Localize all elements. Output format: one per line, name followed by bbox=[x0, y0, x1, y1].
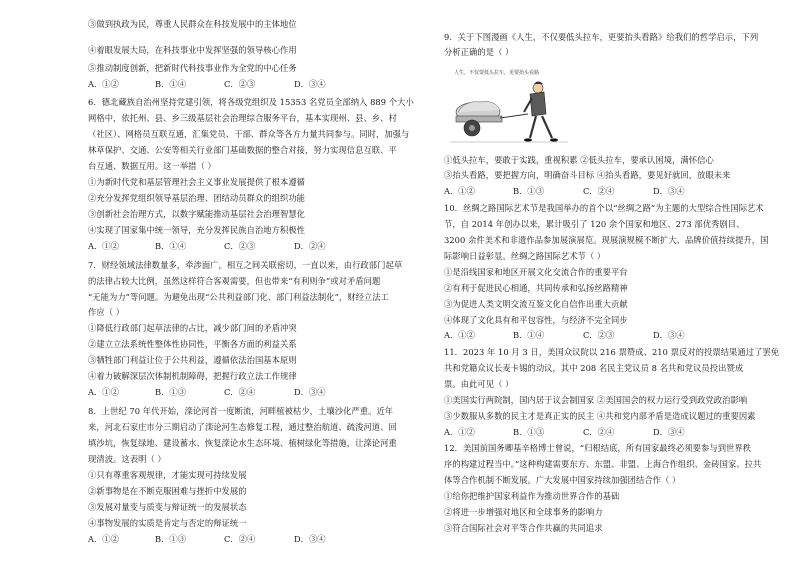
q12-item-1: ①给你把维护国家利益作为推动世界合作的基础 bbox=[444, 491, 620, 501]
cart-body bbox=[456, 116, 502, 122]
q11-items-row-2: ③少数服从多数的民主才是真正实的民主 ④共和党内部矛盾是造成议题过的重要因素 bbox=[444, 411, 756, 421]
q8-stem-4: 现清波。这表明（ ） bbox=[88, 454, 166, 464]
option-b[interactable]: B．①④ bbox=[155, 241, 186, 251]
q10-stem-1: 10．丝绸之路国际艺术节是我国举办的首个以“丝绸之路”为主题的大型综合性国际艺术 bbox=[444, 203, 764, 213]
option-c[interactable]: C．②③ bbox=[224, 241, 256, 251]
q9-stem-2: 分析正确的是（ ） bbox=[444, 47, 514, 57]
q11-stem-2: 共和党籍众议长麦卡锡的动议，其中 208 名民主党议员 8 名共和党议员投出赞成 bbox=[444, 363, 744, 373]
q12-item-2: ②将进一步增强对地区和全球事务的影响力 bbox=[444, 507, 603, 517]
q12-stem-2: 序的构建过程当中。”这种构建需要东方、东盟、非盟、上海合作组织、金砖国家、拉共 bbox=[444, 459, 762, 469]
q10-item-2: ②有利于促进民心相通，共同传承和弘扬丝路精神 bbox=[444, 283, 628, 293]
option-b[interactable]: B．①③ bbox=[155, 387, 186, 397]
q9-stem-1: 9．关于下图漫画《人生，不仅要低头拉车，更要抬头看路》给我们的哲学启示，下列 bbox=[444, 32, 759, 42]
q5-item-5: ⑤推动制度创新，把新时代科技事业作为全党的中心任务 bbox=[88, 63, 297, 73]
option-a[interactable]: A．①② bbox=[88, 387, 119, 397]
option-a[interactable]: A．①② bbox=[444, 427, 475, 437]
q7-item-2: ②建立立法系统性整体性协同性，平衡各方面的利益关系 bbox=[88, 339, 297, 349]
q12-stem-1: 12．美国前国务卿基辛格博士曾说，“归根结底，所有国家最终必须要参与到世界秩 bbox=[444, 443, 752, 453]
q11-items-row-1: ①美国实行两院制，国内居于议会制国家 ②美国国会的权力运行受到政党政治影响 bbox=[444, 395, 748, 405]
cart-hub bbox=[469, 125, 475, 131]
q6-item-1: ①为新时代党和基层管理社会主义事业发展提供了根本遵循 bbox=[88, 177, 306, 187]
q7-item-3: ③牺牲部门利益让位于公共利益，遵循依法治国基本原则 bbox=[88, 355, 297, 365]
q7-stem-3: “无能为力”等问题。为避免出现“公共利益部门化、部门利益法制化”，财经立法工 bbox=[88, 292, 389, 302]
q12-stem-3: 体等合作机制不断发展。广大发展中国家持续加强团结合作（ ） bbox=[444, 475, 681, 485]
option-b[interactable]: B．①④ bbox=[513, 330, 544, 340]
q10-stem-2: 节，自 2014 年创办以来，累计吸引了 120 余个国家和地区、273 部优秀剧目、 bbox=[444, 219, 745, 229]
q11-stem-1: 11．2023 年 10 月 3 日，美国众议院以 216 票赞成、210 票反对的投票结果通过了罢免 bbox=[444, 347, 780, 357]
option-c[interactable]: C．②③ bbox=[224, 79, 256, 89]
option-d[interactable]: D．③④ bbox=[294, 387, 326, 397]
q10-item-1: ①是沿线国家和地区开展文化交流合作的重要平台 bbox=[444, 267, 628, 277]
cartoon-illustration bbox=[450, 66, 568, 150]
option-d[interactable]: D．③④ bbox=[294, 79, 326, 89]
option-b[interactable]: B．①③ bbox=[155, 534, 186, 544]
option-c[interactable]: C．②③ bbox=[583, 330, 615, 340]
cartoon-drawing bbox=[450, 66, 568, 150]
q5-item-4: ④着眼发展大局，在科技事业中发挥坚强的领导核心作用 bbox=[88, 45, 297, 55]
q6-stem-2: 网格中，依托州、县、乡三级基层社会治理综合服务平台，基本实现州、县、乡、村 bbox=[88, 113, 397, 123]
figure-leg-back bbox=[530, 116, 536, 138]
q8-item-4: ④事物发展的实质是肯定与否定的辩证统一 bbox=[88, 518, 247, 528]
q6-item-4: ④实现了国家集中统一领导，充分发挥民族自治地方积极性 bbox=[88, 225, 306, 235]
option-a[interactable]: A．①② bbox=[444, 330, 475, 340]
option-b[interactable]: B．①③ bbox=[513, 186, 544, 196]
cartoon-caption: 人生，不仅要低头拉车，更要抬头看路 bbox=[454, 70, 540, 76]
q5-item-3: ③做到执政为民，尊重人民群众在科技发展中的主体地位 bbox=[88, 19, 297, 29]
option-a[interactable]: A．①② bbox=[88, 79, 119, 89]
q12-item-3: ③符合国际社会对平等合作共赢的共同追求 bbox=[444, 523, 603, 533]
figure-hair bbox=[534, 82, 543, 85]
option-b[interactable]: B．①③ bbox=[513, 427, 544, 437]
cart-shaft bbox=[500, 114, 528, 118]
figure-head bbox=[533, 83, 543, 93]
option-d[interactable]: D．③④ bbox=[653, 186, 685, 196]
q10-item-4: ④体现了文化具有和平包容性，与经济不完全同步 bbox=[444, 315, 628, 325]
q8-item-1: ①只有尊重客观规律，才能实现可持续发展 bbox=[88, 470, 247, 480]
q7-stem-1: 7．财经领域法律数量多，牵涉面广，相互之间关联密切，一直以来，由行政部门起草 bbox=[88, 260, 403, 270]
option-b[interactable]: B．①④ bbox=[155, 79, 186, 89]
q6-item-3: ③创新社会治理方式，以数字赋能推动基层社会治理智慧化 bbox=[88, 209, 306, 219]
q10-item-3: ③为促进人类文明交流互鉴文化自信作出重大贡献 bbox=[444, 299, 628, 309]
figure-body bbox=[530, 92, 546, 116]
q10-stem-4: 际影响日益彰显。丝绸之路国际艺术节（ ） bbox=[444, 251, 606, 261]
q8-stem-3: 填沙坑，恢复绿地、建设蓄水、恢复滦论水生态环境、植树绿化等措施，让滦论河重 bbox=[88, 438, 397, 448]
option-d[interactable]: D．②④ bbox=[294, 241, 326, 251]
figure-leg-front bbox=[542, 116, 552, 138]
q7-item-1: ①降低行政部门起草法律的占比，减少部门间的矛盾冲突 bbox=[88, 323, 297, 333]
option-d[interactable]: D．③④ bbox=[294, 534, 326, 544]
q9-items-row-1: ①低头拉车，要敢于实践，重视积累 ②低头拉车，要承认困境，满怀信心 bbox=[444, 155, 714, 165]
q6-stem-4: 林草保护、交通、公安等相关行业部门基础数据的整合对接，努力实现信息互联、平 bbox=[88, 145, 397, 155]
q7-stem-4: 作应（ ） bbox=[88, 307, 125, 317]
figure-shoe-back bbox=[524, 138, 532, 141]
option-c[interactable]: C．②④ bbox=[224, 387, 256, 397]
q10-stem-3: 3200 余件美术和非遗作品参加展演展览。现展演规模不断扩大、品牌价值持续提升，国 bbox=[444, 235, 769, 245]
option-a[interactable]: A．①② bbox=[88, 534, 119, 544]
option-c[interactable]: C．②④ bbox=[224, 534, 256, 544]
option-a[interactable]: A．①② bbox=[444, 186, 475, 196]
option-d[interactable]: D．③④ bbox=[653, 427, 685, 437]
q6-stem-5: 台互通、数据互用。这一举措（ ） bbox=[88, 161, 216, 171]
q11-stem-3: 票。由此可见（ ） bbox=[444, 379, 514, 389]
figure-shoe-front bbox=[550, 138, 558, 141]
option-d[interactable]: D．③④ bbox=[653, 330, 685, 340]
option-a[interactable]: A．①② bbox=[88, 241, 119, 251]
q6-stem-1: 6．德北藏族自治州坚持党建引领，将各级党组织及 15353 名党员全部纳入 889 个大小 bbox=[88, 97, 414, 107]
q6-stem-3: （社区）、网格员互联互通，汇集党员、干部、群众等各方力量共同参与。同时，加强与 bbox=[88, 129, 410, 139]
q8-stem-1: 8．上世纪 70 年代开始，滦论河首一度断流，河畔植被枯少，土壤沙化严重。近年 bbox=[88, 406, 394, 416]
q7-item-4: ④着力破解深层次体制机制障碍，把握行政立法工作规律 bbox=[88, 371, 297, 381]
q8-item-3: ③发展对量变与质变与辩证统一的发展状态 bbox=[88, 502, 247, 512]
option-c[interactable]: C．②④ bbox=[583, 186, 615, 196]
q6-item-2: ②充分发挥党组织领导基层治理、团结动员群众的组织功能 bbox=[88, 193, 306, 203]
option-c[interactable]: C．②④ bbox=[583, 427, 615, 437]
q9-items-row-2: ③抬头看路，要把握方向，明确奋斗目标 ④抬头看路，要见好就回，放眼未来 bbox=[444, 170, 731, 180]
q8-item-2: ②新事物是在不断克服困难与挫折中发展的 bbox=[88, 486, 247, 496]
q7-stem-2: 的法律占较大比例，虽然这样符合客观需要，但也带来“有利则争”或对矛盾问题 bbox=[88, 276, 381, 286]
q8-stem-2: 来，河北石家庄市分三期启动了滦论河生态修复工程，通过整治航道、疏浚河道、回 bbox=[88, 422, 397, 432]
